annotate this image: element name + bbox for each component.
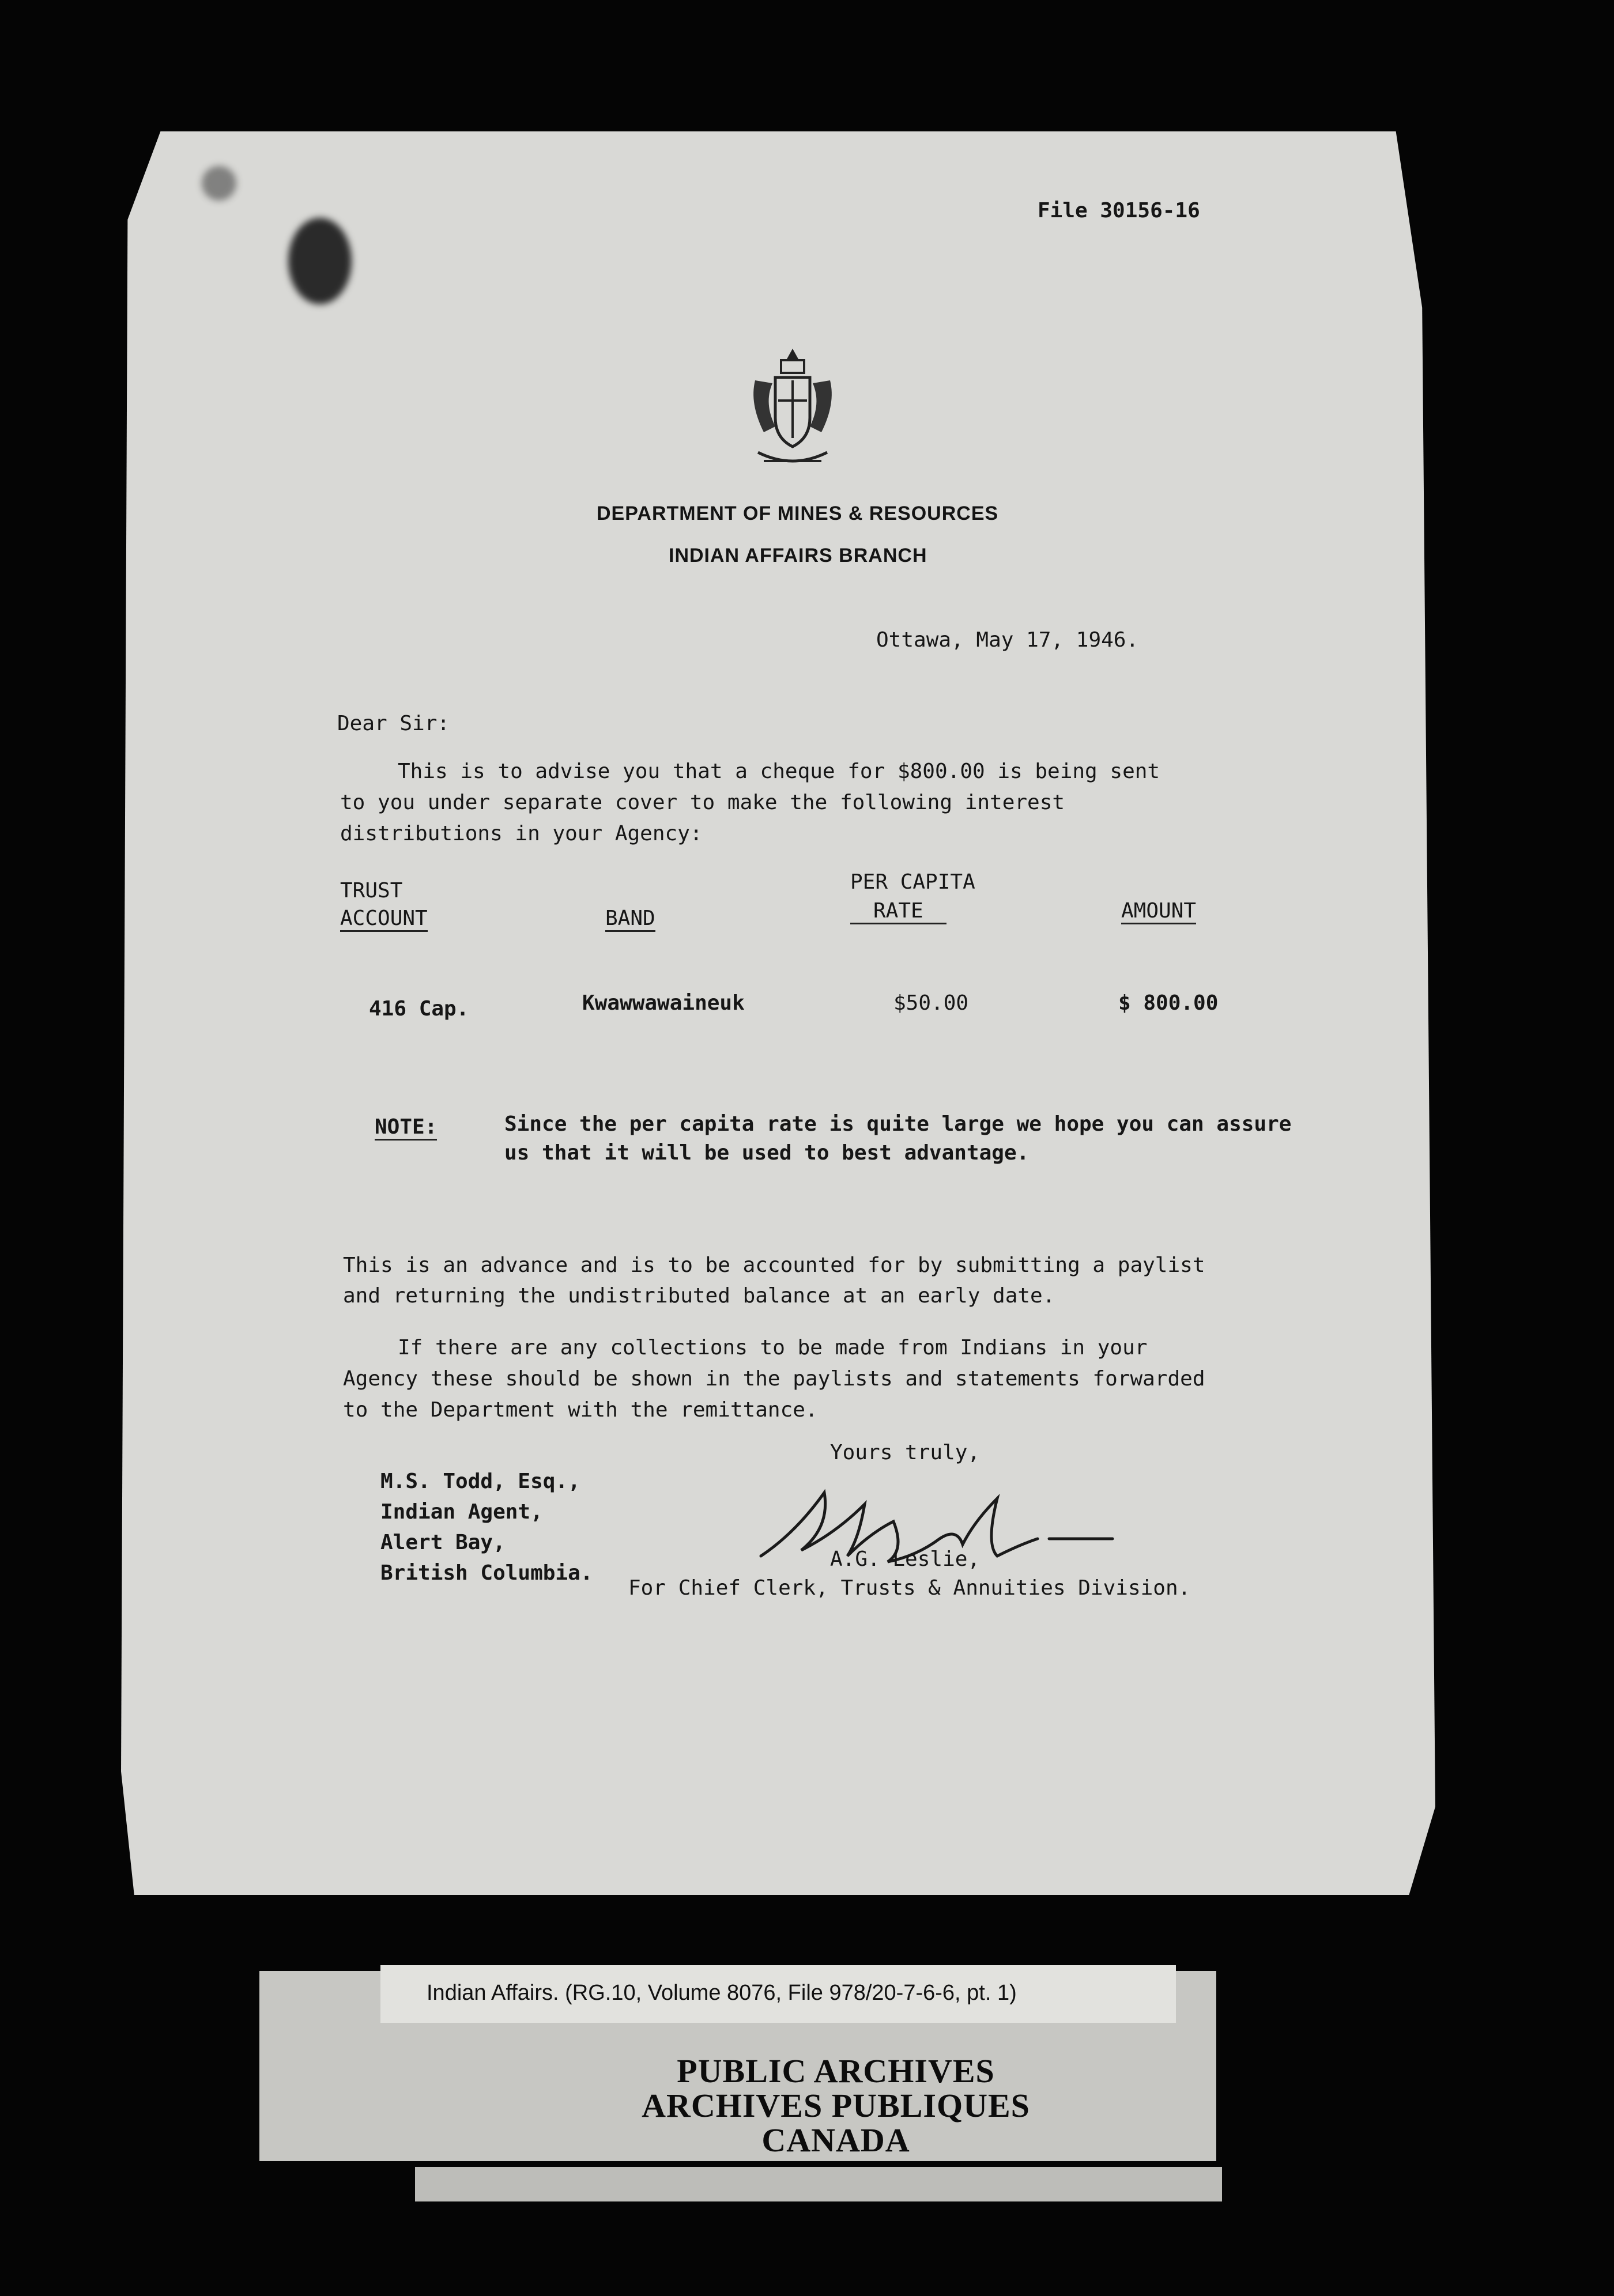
- header-amount: AMOUNT: [1121, 899, 1196, 924]
- para3-line-2: Agency these should be shown in the paylists and statements forwarded: [343, 1367, 1205, 1391]
- recipient-line-1: M.S. Todd, Esq.,: [380, 1470, 580, 1493]
- signature: [749, 1481, 1268, 1568]
- note-label: NOTE:: [375, 1115, 437, 1141]
- recipient-line-4: British Columbia.: [380, 1561, 593, 1585]
- intro-line-3: distributions in your Agency:: [340, 822, 703, 845]
- archive-reference: Indian Affairs. (RG.10, Volume 8076, File 978/20-7-6-6, pt. 1): [427, 1981, 1017, 2005]
- row-trust-account: 416 Cap.: [369, 997, 469, 1021]
- ink-stain: [202, 166, 236, 201]
- department-name: DEPARTMENT OF MINES & RESOURCES: [597, 503, 999, 524]
- row-amount: $ 800.00: [1118, 991, 1219, 1015]
- closing: Yours truly,: [830, 1441, 981, 1464]
- header-trust-line1: TRUST: [340, 879, 403, 902]
- ink-stain: [288, 218, 352, 304]
- recipient-line-3: Alert Bay,: [380, 1531, 506, 1554]
- row-rate: $50.00: [893, 991, 969, 1015]
- note-line-2: us that it will be used to best advantage.: [504, 1141, 1030, 1165]
- archive-line-2: ARCHIVES PUBLIQUES: [642, 2087, 1030, 2124]
- archive-line-3: CANADA: [761, 2121, 910, 2159]
- recipient-line-2: Indian Agent,: [380, 1500, 543, 1524]
- para2-line-1: This is an advance and is to be accounted for by submitting a paylist: [343, 1253, 1205, 1277]
- para2-line-2: and returning the undistributed balance at an early date.: [343, 1284, 1055, 1308]
- signer-name: A.G. Leslie,: [830, 1547, 981, 1571]
- row-band: Kwawwawaineuk: [582, 991, 745, 1015]
- coat-of-arms-icon: [744, 346, 842, 473]
- branch-name: INDIAN AFFAIRS BRANCH: [669, 545, 927, 567]
- intro-line-1: This is to advise you that a cheque for $800.00 is being sent: [398, 760, 1160, 783]
- para3-line-3: to the Department with the remittance.: [343, 1398, 818, 1422]
- header-rate-line2: RATE: [850, 899, 946, 924]
- file-number: File 30156-16: [1038, 199, 1200, 222]
- para3-line-1: If there are any collections to be made from Indians in your: [398, 1336, 1148, 1360]
- signer-title: For Chief Clerk, Trusts & Annuities Division.: [628, 1576, 1191, 1600]
- salutation: Dear Sir:: [337, 712, 450, 735]
- header-rate-line1: PER CAPITA: [850, 870, 975, 894]
- label-bottom-strip: [415, 2167, 1222, 2201]
- date-line: Ottawa, May 17, 1946.: [876, 628, 1139, 652]
- archive-line-1: PUBLIC ARCHIVES: [677, 2052, 995, 2090]
- header-trust-line2: ACCOUNT: [340, 907, 428, 932]
- note-line-1: Since the per capita rate is quite large we hope you can assure: [504, 1112, 1292, 1136]
- header-band: BAND: [605, 907, 655, 932]
- intro-line-2: to you under separate cover to make the following interest: [340, 791, 1065, 814]
